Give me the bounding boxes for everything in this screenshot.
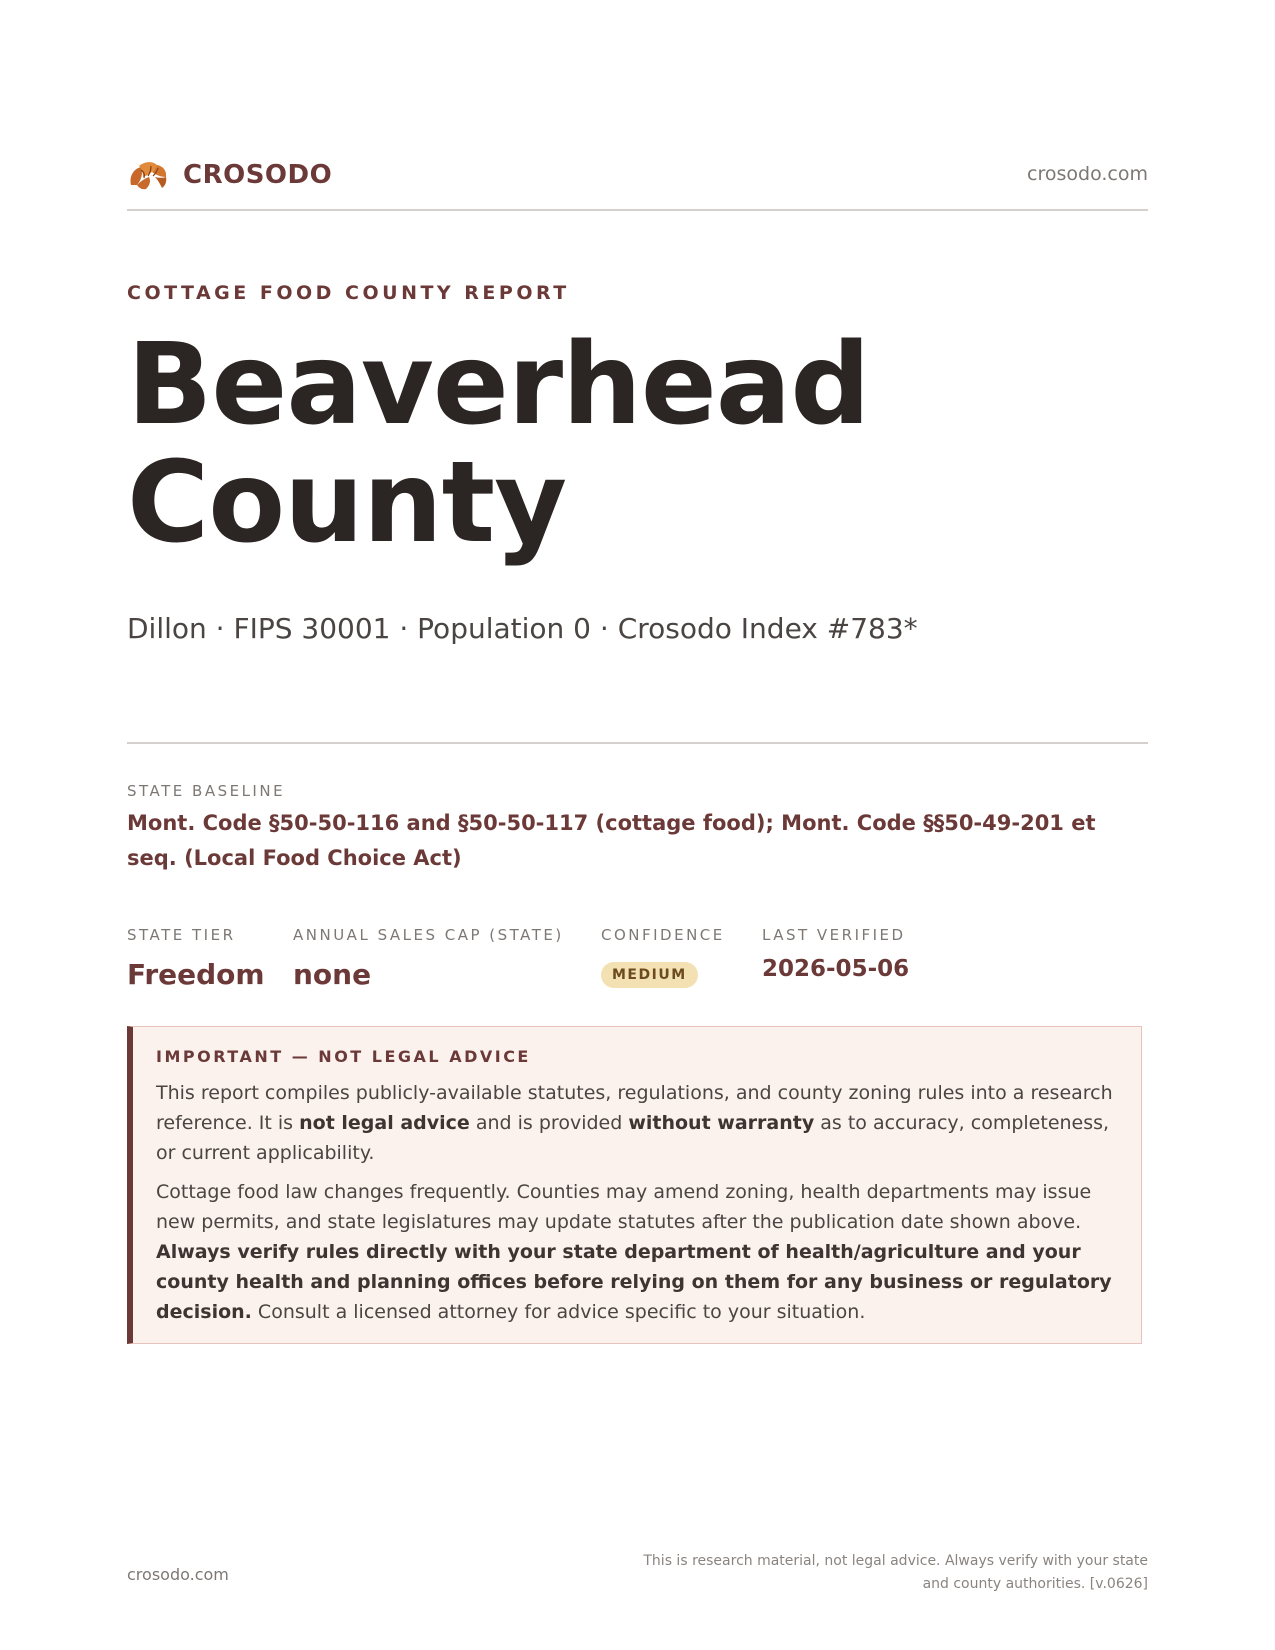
notice-title: IMPORTANT — NOT LEGAL ADVICE xyxy=(156,1047,531,1066)
fact-last-verified xyxy=(762,926,909,982)
baseline-statutes: Mont. Code §50-50-116 and §50-50-117 (cottage food); Mont. Code §§50-49-201 et seq. (Local Food Choice Act) xyxy=(127,811,1096,870)
confidence-label: CONFIDENCE xyxy=(601,926,725,944)
last-verified-value: 2026-05-06 xyxy=(762,956,910,982)
page-header xyxy=(127,155,1148,211)
page-title xyxy=(127,320,870,568)
title-line-2: County xyxy=(127,438,567,568)
croissant-icon xyxy=(127,155,169,195)
baseline-label: STATE BASELINE xyxy=(127,782,286,800)
legal-notice xyxy=(127,1026,1142,1344)
title-line-1: Beaverhead xyxy=(127,320,870,450)
brand[interactable] xyxy=(127,155,332,195)
fact-sales-cap xyxy=(293,926,564,991)
state-tier-label: STATE TIER xyxy=(127,926,236,944)
county-subtitle: Dillon · FIPS 30001 · Population 0 · Crosodo Index #783* xyxy=(127,612,918,645)
fact-state-tier xyxy=(127,926,265,991)
facts-row xyxy=(127,926,1148,996)
footer-site-url[interactable]: crosodo.com xyxy=(127,1565,229,1584)
sales-cap-value: none xyxy=(293,958,372,991)
footer-disclaimer-line-1: This is research material, not legal advice. Always verify with your state xyxy=(643,1553,1148,1569)
state-tier-value: Freedom xyxy=(127,958,265,991)
footer-disclaimer-line-2: and county authorities. [v.0626] xyxy=(922,1576,1148,1592)
last-verified-label: LAST VERIFIED xyxy=(762,926,906,944)
sales-cap-label: ANNUAL SALES CAP (STATE) xyxy=(293,926,564,944)
notice-paragraph-1: This report compiles publicly-available statutes, regulations, and county zoning rules into a research reference. It is not legal advice and is provided without warranty as to accuracy, completeness, or current applicability. xyxy=(156,1082,1113,1164)
footer-disclaimer xyxy=(628,1550,1148,1596)
report-eyebrow: COTTAGE FOOD COUNTY REPORT xyxy=(127,282,570,304)
brand-name: CROSODO xyxy=(183,160,333,190)
site-url-link[interactable]: crosodo.com xyxy=(1027,163,1148,185)
report-page xyxy=(127,0,1148,1650)
section-divider xyxy=(127,742,1148,744)
notice-paragraph-2: Cottage food law changes frequently. Counties may amend zoning, health departments may issue new permits, and state legislatures may update statutes after the publication date shown above. Always verify rules directly with your state department of health/agriculture and your county health and planning offices before relying on them for any business or regulatory decision. Consult a licensed attorney for advice specific to your situation. xyxy=(156,1181,1112,1323)
confidence-badge: MEDIUM xyxy=(601,962,698,988)
fact-confidence xyxy=(601,926,725,988)
